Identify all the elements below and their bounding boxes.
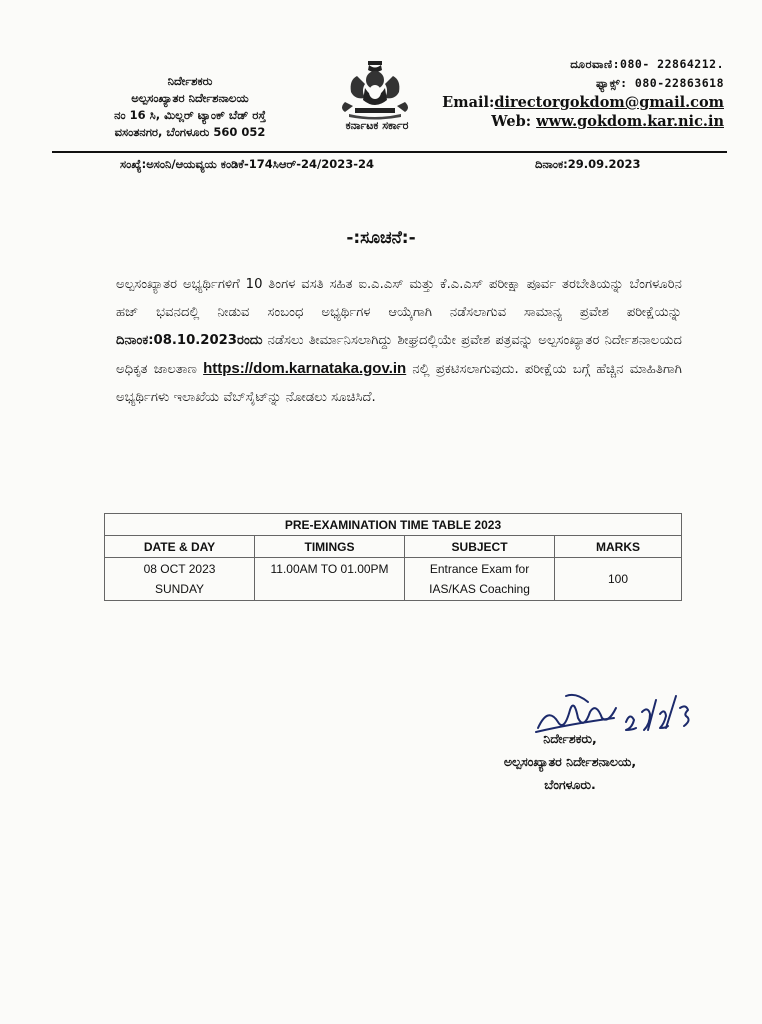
header-divider xyxy=(52,151,727,153)
web-link[interactable]: www.gokdom.kar.nic.in xyxy=(536,113,724,130)
header-date-day: DATE & DAY xyxy=(105,536,255,558)
office-department: ಅಲ್ಪಸಂಖ್ಯಾತರ ನಿರ್ದೇಶನಾಲಯ xyxy=(131,91,249,105)
fax-number: ಫ್ಯಾಕ್ಸ್: 080-22863618 xyxy=(596,76,724,90)
office-title: ನಿರ್ದೇಶಕರು xyxy=(167,74,213,88)
body-part-1: ಅಲ್ಪಸಂಖ್ಯಾತರ ಅಭ್ಯರ್ಥಿಗಳಿಗೆ 10 ತಿಂಗಳ ವಸತಿ ಸಹಿತ ಐ.ಎ.ಎಸ್ ಮತ್ತು ಕೆ.ಎ.ಎಸ್ ಪರೀಕ್ಷಾ ಪೂರ್ವ ತರಬೇತಿಯನ್ನು ಬೆಂಗಳೂರಿನ ಹಜ್ ಭವನದಲ್ಲಿ ನೀಡುವ ಸಂಬಂಧ ಅಭ್ಯರ್ಥಿಗಳ ಆಯ್ಕೆಗಾಗಿ ನಡೆಸಲಾಗುವ ಸಾಮಾನ್ಯ ಪ್ರವೇಶ ಪರೀಕ್ಷೆಯನ್ನು xyxy=(116,277,682,320)
table-title-row xyxy=(105,514,682,536)
cell-marks: 100 xyxy=(555,558,682,601)
office-address xyxy=(70,73,310,141)
cell-date-day xyxy=(105,558,255,601)
signatory-title: ನಿರ್ದೇಶಕರು, xyxy=(543,731,597,746)
cell-timing: 11.00AM TO 01.00PM xyxy=(255,558,405,601)
body-part-2: ನಡೆಸಲು ತೀರ್ಮಾನಿಸಲಾಗಿದ್ದು ಶೀಘ್ರದಲ್ಲಿಯೇ ಪ್ರವೇಶ ಪತ್ರವನ್ನು ಅಲ್ಪಸಂಖ್ಯಾತರ ನಿರ್ದೇಶನಾಲಯದ ಅಧಿಕೃತ ಜಾಲತಾಣ xyxy=(116,333,682,377)
reference-number: ಸಂಖ್ಯೆ:ಅಸಂನಿ/ಆಯವ್ಯಯ ಕಂಡಿಕೆ-174ಸಿಆರ್-24/2023-24 xyxy=(120,157,374,171)
office-city: ವಸಂತನಗರ, ಬೆಂಗಳೂರು 560 052 xyxy=(114,125,266,139)
cell-subject-line2: IAS/KAS Coaching xyxy=(429,582,530,596)
header-subject: SUBJECT xyxy=(405,536,555,558)
exam-date: ದಿನಾಂಕ:08.10.2023ರಂದು xyxy=(116,333,263,348)
phone-number: ದೂರವಾಣಿ:080- 22864212. xyxy=(570,57,724,71)
letter-date: ದಿನಾಂಕ:29.09.2023 xyxy=(535,157,641,171)
cell-subject xyxy=(405,558,555,601)
signatory-department: ಅಲ್ಪಸಂಖ್ಯಾತರ ನಿರ್ದೇಶನಾಲಯ, xyxy=(503,754,637,769)
signatory-city: ಬೆಂಗಳೂರು. xyxy=(544,777,596,792)
body-part-3: ನಲ್ಲಿ ಪ್ರಕಟಿಸಲಾಗುವುದು. ಪರೀಕ್ಷೆಯ ಬಗ್ಗೆ ಹೆಚ್ಚಿನ ಮಾಹಿತಿಗಾಗಿ ಅಭ್ಯರ್ಥಿಗಳು ಇಲಾಖೆಯ ವೆಬ್‌ಸೈಟ್‌ನ್ನು ನೋಡಲು ಸೂಚಿಸಿದೆ. xyxy=(116,362,682,405)
notice-body xyxy=(116,271,682,412)
email-label: Email: xyxy=(442,94,495,111)
time-table xyxy=(104,513,682,601)
web-label: Web: xyxy=(491,113,537,130)
website-link[interactable]: https://dom.karnataka.gov.in xyxy=(203,360,407,377)
email-line xyxy=(442,93,724,112)
web-line xyxy=(442,112,724,131)
cell-date: 08 OCT 2023 xyxy=(143,562,216,576)
karnataka-emblem-icon xyxy=(335,58,415,120)
signatory-block xyxy=(470,727,670,796)
contact-block xyxy=(442,55,724,131)
email-link[interactable]: directorgokdom@gmail.com xyxy=(494,94,724,111)
header-timings: TIMINGS xyxy=(255,536,405,558)
notice-title: -:ಸೂಚನೆ:- xyxy=(346,228,416,248)
table-title: PRE-EXAMINATION TIME TABLE 2023 xyxy=(105,514,682,536)
office-street: ನಂ 16 ಸಿ, ಮಿಲ್ಲರ್ ಟ್ಯಾಂಕ್ ಬೆಡ್ ರಸ್ತೆ xyxy=(114,108,266,122)
table-row xyxy=(105,558,682,601)
government-label: ಕರ್ನಾಟಕ ಸರ್ಕಾರ xyxy=(345,119,409,132)
header-marks: MARKS xyxy=(555,536,682,558)
table-header-row xyxy=(105,536,682,558)
cell-subject-line1: Entrance Exam for xyxy=(429,562,530,576)
cell-day: SUNDAY xyxy=(154,582,205,596)
